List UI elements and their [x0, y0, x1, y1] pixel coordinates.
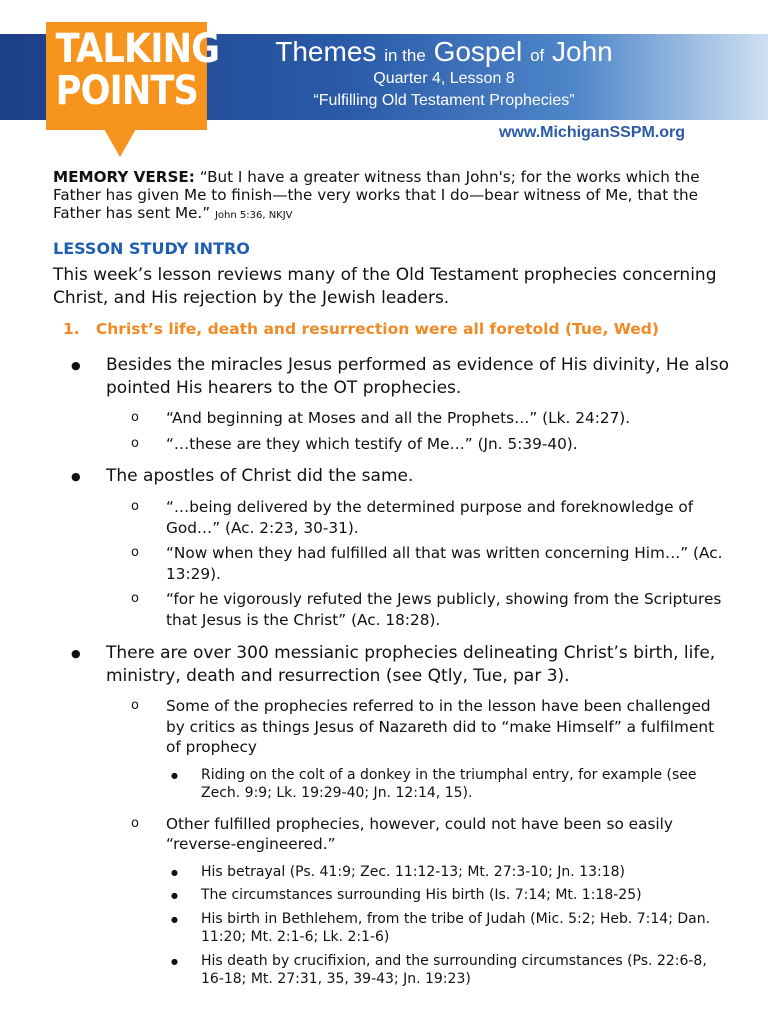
title-word: of: [530, 46, 545, 65]
detail-bullet-item: ● Riding on the colt of a donkey in the triumphal entry, for example (see Zech. 9:9; Lk. 19:29-40; Jn. 12:14, 15).: [53, 766, 733, 803]
memory-verse-text: “But I have a greater witness than John's; for the works which the Father has given Me to finish—the very works that I do—bear witness of Me, that the Father has sent Me.”: [53, 168, 700, 222]
sub-bullet-item: o “…being delivered by the determined purpose and foreknowledge of God…” (Ac. 2:23, 30-31).: [53, 497, 733, 538]
sub-bullet-item: o Some of the prophecies referred to in the lesson have been challenged by critics as things Jesus of Nazareth did to “make Himself” a fulfilment of prophecy: [53, 696, 733, 758]
logo-line-2: POINTS: [55, 68, 199, 114]
title-word: in the: [384, 46, 426, 65]
website-link[interactable]: www.MichiganSSPM.org: [498, 124, 686, 141]
section-heading: LESSON STUDY INTRO: [53, 239, 250, 258]
title-word: John: [552, 36, 613, 67]
memory-verse: [53, 168, 733, 225]
detail-bullet-item: ● His betrayal (Ps. 41:9; Zec. 11:12-13; Mt. 27:3-10; Jn. 13:18): [53, 863, 733, 882]
lesson-title: “Fulfilling Old Testament Prophecies”: [313, 92, 575, 109]
title-word: Gospel: [433, 36, 523, 67]
memory-verse-label: MEMORY VERSE:: [53, 168, 195, 186]
bullet-item: ● The apostles of Christ did the same.: [53, 465, 733, 488]
title-word: Themes: [275, 36, 377, 67]
logo-speech-tail: [104, 129, 136, 157]
sub-bullet-item: o Other fulfilled prophecies, however, could not have been so easily “reverse-engineered.”: [53, 814, 733, 855]
quarter-label: Quarter 4, Lesson 8: [373, 70, 515, 87]
detail-bullet-item: ● The circumstances surrounding His birth (Is. 7:14; Mt. 1:18-25): [53, 886, 733, 905]
logo-line-1: TALKING: [55, 26, 220, 72]
memory-verse-reference: John 5:36, NKJV: [214, 210, 293, 221]
bullet-item: ● Besides the miracles Jesus performed as evidence of His divinity, He also pointed His hearers to the OT prophecies.: [53, 354, 733, 400]
detail-bullet-item: ● His birth in Bethlehem, from the tribe of Judah (Mic. 5:2; Heb. 7:14; Dan. 11:20; Mt. 2:1-6; Lk. 2:1-6): [53, 910, 733, 947]
point-number: 1.: [63, 320, 80, 338]
sub-bullet-item: o “…these are they which testify of Me…” (Jn. 5:39-40).: [53, 434, 733, 455]
page-title: [218, 34, 670, 74]
bullet-item: ● There are over 300 messianic prophecies delineating Christ’s birth, life, ministry, death and resurrection (see Qtly, Tue, par 3).: [53, 642, 733, 688]
sub-bullet-item: o “for he vigorously refuted the Jews publicly, showing from the Scriptures that Jesus is the Christ” (Ac. 18:28).: [53, 589, 733, 630]
logo-text: [55, 26, 220, 114]
sub-bullet-item: o “Now when they had fulfilled all that was written concerning Him…” (Ac. 13:29).: [53, 543, 733, 584]
point-title: Christ’s life, death and resurrection were all foretold (Tue, Wed): [95, 320, 659, 338]
sub-bullet-item: o “And beginning at Moses and all the Prophets…” (Lk. 24:27).: [53, 408, 733, 429]
numbered-point: [53, 318, 733, 340]
intro-paragraph: This week’s lesson reviews many of the Old Testament prophecies concerning Christ, and His rejection by the Jewish leaders.: [53, 265, 717, 308]
document-body: [53, 168, 733, 989]
detail-bullet-item: ● His death by crucifixion, and the surrounding circumstances (Ps. 22:6-8, 16-18; Mt. 27:31, 35, 39-43; Jn. 19:23): [53, 952, 733, 989]
